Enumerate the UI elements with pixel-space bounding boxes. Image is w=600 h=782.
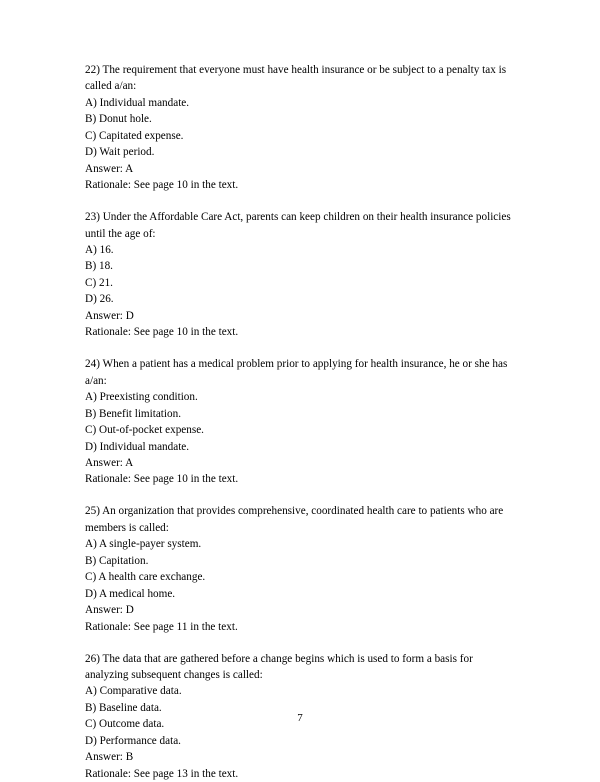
question-option: D) A medical home. <box>85 586 518 602</box>
question-option: C) Out-of-pocket expense. <box>85 422 518 438</box>
question-option: A) Comparative data. <box>85 683 518 699</box>
question-item <box>85 62 518 194</box>
question-option: A) 16. <box>85 242 518 258</box>
question-rationale: Rationale: See page 10 in the text. <box>85 471 518 487</box>
question-item <box>85 209 518 341</box>
question-answer: Answer: D <box>85 602 518 618</box>
question-rationale: Rationale: See page 10 in the text. <box>85 177 518 193</box>
question-option: D) 26. <box>85 291 518 307</box>
question-answer: Answer: B <box>85 749 518 765</box>
question-option: C) Capitated expense. <box>85 128 518 144</box>
question-option: B) Baseline data. <box>85 700 518 716</box>
question-option: B) 18. <box>85 258 518 274</box>
question-option: A) Preexisting condition. <box>85 389 518 405</box>
question-answer: Answer: D <box>85 308 518 324</box>
question-list <box>85 62 518 782</box>
question-option: D) Wait period. <box>85 144 518 160</box>
question-answer: Answer: A <box>85 161 518 177</box>
question-option: C) Outcome data. <box>85 716 518 732</box>
question-stem: 25) An organization that provides comprehensive, coordinated health care to patients who are members is called: <box>85 503 518 536</box>
question-option: B) Donut hole. <box>85 111 518 127</box>
page-number: 7 <box>0 712 600 724</box>
question-option: B) Capitation. <box>85 553 518 569</box>
question-item <box>85 356 518 488</box>
question-option: C) 21. <box>85 275 518 291</box>
question-item <box>85 503 518 635</box>
question-rationale: Rationale: See page 10 in the text. <box>85 324 518 340</box>
question-stem: 23) Under the Affordable Care Act, parents can keep children on their health insurance policies until the age of: <box>85 209 518 242</box>
question-stem: 26) The data that are gathered before a change begins which is used to form a basis for analyzing subsequent changes is called: <box>85 651 518 684</box>
question-stem: 24) When a patient has a medical problem prior to applying for health insurance, he or she has a/an: <box>85 356 518 389</box>
question-option: A) Individual mandate. <box>85 95 518 111</box>
question-option: A) A single-payer system. <box>85 536 518 552</box>
question-rationale: Rationale: See page 11 in the text. <box>85 619 518 635</box>
question-option: C) A health care exchange. <box>85 569 518 585</box>
question-option: D) Performance data. <box>85 733 518 749</box>
question-option: D) Individual mandate. <box>85 439 518 455</box>
question-stem: 22) The requirement that everyone must have health insurance or be subject to a penalty tax is called a/an: <box>85 62 518 95</box>
question-rationale: Rationale: See page 13 in the text. <box>85 766 518 782</box>
question-option: B) Benefit limitation. <box>85 406 518 422</box>
question-answer: Answer: A <box>85 455 518 471</box>
